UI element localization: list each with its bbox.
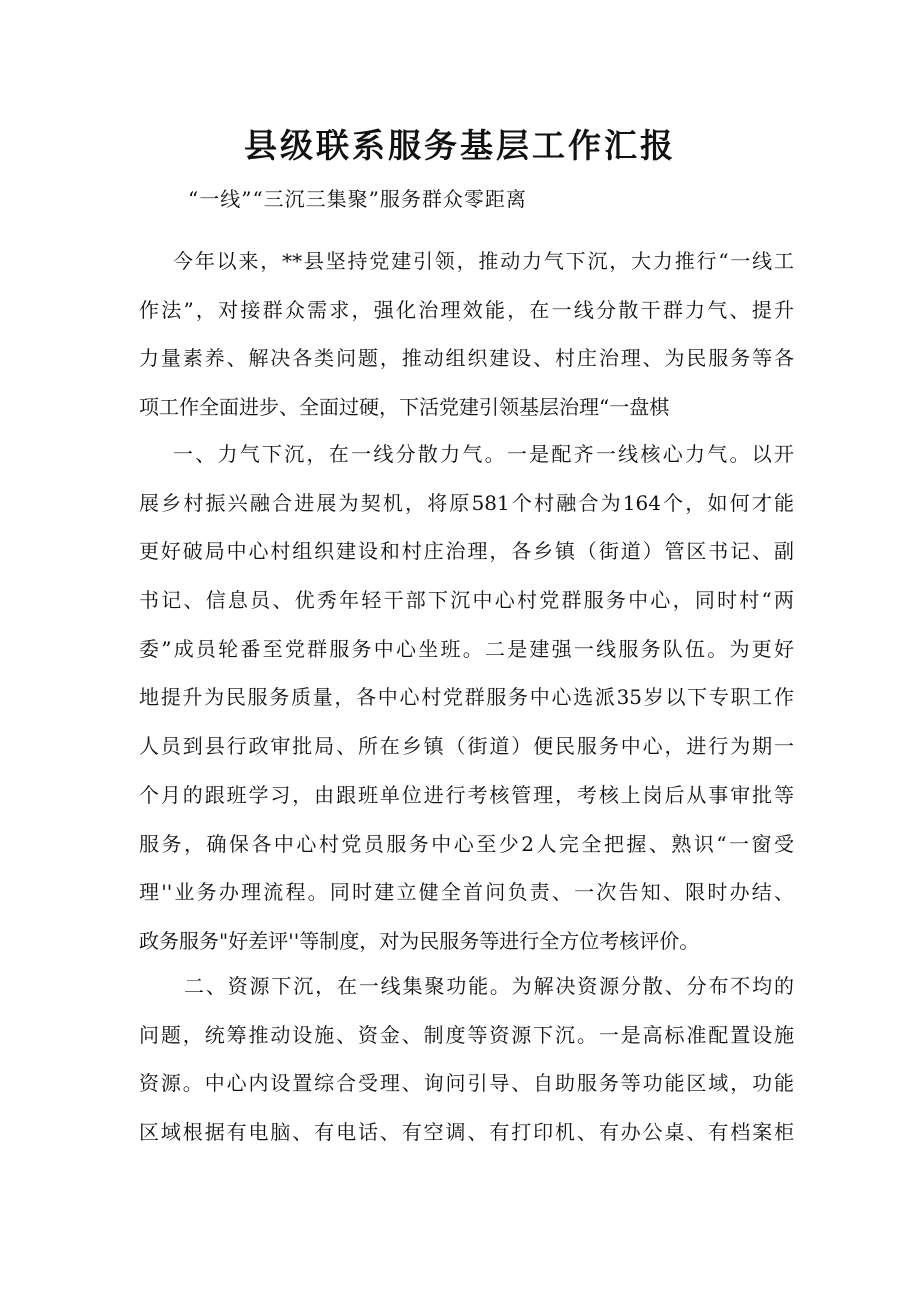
- text-line: 人员到县行政审批局、所在乡镇（街道）便民服务中心，进行为期一: [139, 734, 794, 759]
- text-line: 问题，统筹推动设施、资金、制度等资源下沉。一是高标准配置设施: [139, 1022, 794, 1047]
- text-line: 展乡村振兴融合进展为契机，将原581个村融合为164个，如何才能: [139, 490, 794, 515]
- document-subtitle: “一线”“三沉三集聚”服务群众零距离: [188, 187, 527, 211]
- text-line: 政务服务"好差评''等制度，对为民服务等进行全方位考核评价。: [139, 928, 700, 953]
- text-line: 一、力气下沉，在一线分散力气。一是配齐一线核心力气。以开: [173, 442, 794, 466]
- text-line: 资源。中心内设置综合受理、询问引导、自助服务等功能区域，功能: [139, 1071, 794, 1096]
- text-line: 地提升为民服务质量，各中心村党群服务中心选派35岁以下专职工作: [139, 685, 794, 710]
- text-line: 更好破局中心村组织建设和村庄治理，各乡镇（街道）管区书记、副: [139, 539, 794, 564]
- document-title: 县级联系服务基层工作汇报: [244, 126, 676, 165]
- text-line: 服务，确保各中心村党员服务中心至少2人完全把握、熟识“一窗受: [139, 831, 794, 856]
- text-line: 力量素养、解决各类问题，推动组织建设、村庄治理、为民服务等各: [139, 346, 794, 371]
- paragraph-intro: [139, 237, 794, 432]
- paragraph-section-1: [139, 430, 794, 966]
- text-line: 理''业务办理流程。同时建立健全首问负责、一次告知、限时办结、: [139, 880, 794, 905]
- text-line: 作法”，对接群众需求，强化治理效能，在一线分散干群力气、提升: [139, 297, 794, 322]
- text-line: 书记、信息员、优秀年轻干部下沉中心村党群服务中心，同时村“两: [139, 588, 794, 613]
- text-line: 委”成员轮番至党群服务中心坐班。二是建强一线服务队伍。为更好: [139, 636, 794, 661]
- text-line: 二、资源下沉，在一线集聚功能。为解决资源分散、分布不均的: [184, 974, 794, 998]
- text-line: 区域根据有电脑、有电话、有空调、有打印机、有办公桌、有档案柜: [139, 1120, 794, 1145]
- text-line: 项工作全面进步、全面过硬，下活党建引领基层治理“一盘棋: [139, 395, 670, 420]
- text-line: 今年以来，**县坚持党建引领，推动力气下沉，大力推行“一线工: [173, 249, 794, 273]
- paragraph-section-2: [139, 962, 794, 1157]
- text-line: 个月的跟班学习，由跟班单位进行考核管理，考核上岗后从事审批等: [139, 782, 794, 807]
